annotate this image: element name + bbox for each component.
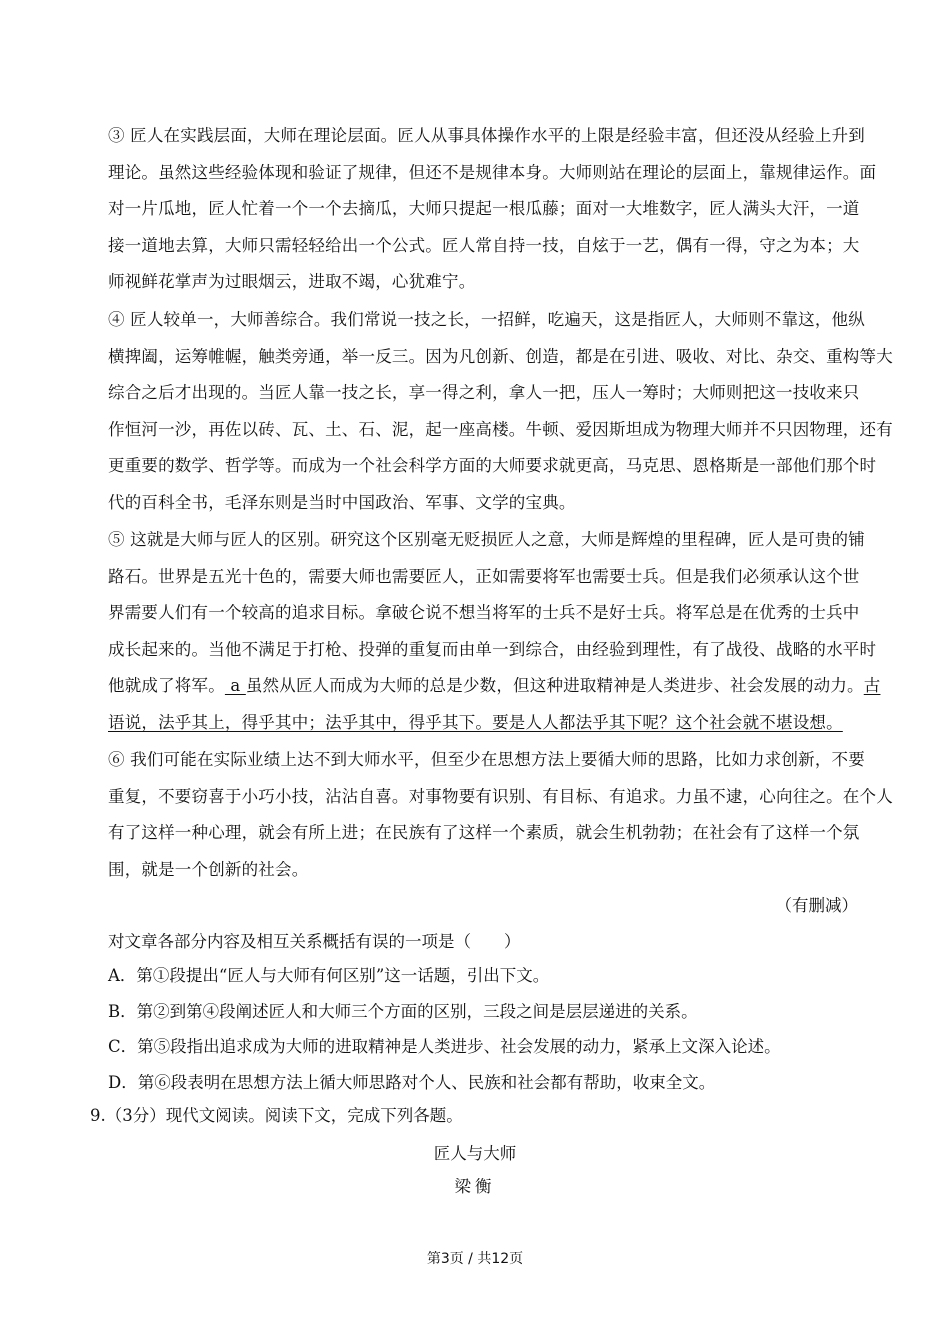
paragraph-3: [108, 118, 877, 301]
text-line: 围，就是一个创新的社会。: [108, 859, 309, 879]
text-line: ⑤ 这就是大师与匠人的区别。研究这个区别毫无贬损匠人之意，大师是辉煌的里程碑，匠人是可贵的铺: [108, 530, 865, 549]
text-segment: 虽然从匠人而成为大师的总是少数，但这种进取精神是人类进步、社会发展的动力。: [245, 676, 864, 696]
text-line: 对一片瓜地，匠人忙着一个一个去摘瓜，大师只提起一根瓜藤；面对一大堆数字，匠人满头大汗，一道: [108, 199, 860, 219]
text-line: 界需要人们有一个较高的追求目标。拿破仑说不想当将军的士兵不是好士兵。将军总是在优秀的士兵中: [108, 603, 860, 623]
paragraph-6: [108, 742, 893, 888]
passage-title: 匠人与大师: [433, 1144, 517, 1163]
text-line: [108, 705, 868, 742]
paragraph-5: [108, 522, 881, 742]
answer-options: [108, 958, 781, 1100]
text-line: 有了这样一种心理，就会有所上进；在民族有了这样一个素质，就会生机勃勃；在社会有了这样一个氛: [108, 823, 860, 843]
question-stem: 对文章各部分内容及相互关系概括有误的一项是（ ）: [108, 932, 521, 951]
text-line: 代的百科全书，毛泽东则是当时中国政治、军事、文学的宝典。: [108, 492, 576, 512]
text-line: [108, 668, 881, 705]
text-line: 接一道地去算，大师只需轻轻给出一个公式。匠人常自持一技，自炫于一艺，偶有一得，守之为本；大: [108, 235, 860, 255]
text-line: ③ 匠人在实践层面，大师在理论层面。匠人从事具体操作水平的上限是经验丰富，但还没从经验上升到: [108, 126, 865, 145]
passage-author: 梁衡: [454, 1177, 496, 1196]
text-line: 师视鲜花掌声为过眼烟云，进取不竭，心犹难宁。: [108, 272, 476, 292]
text-line: 重复，不要窃喜于小巧小技，沾沾自喜。对事物要有识别、有目标、有追求。力虽不逮，心向往之。在个人: [108, 786, 893, 806]
text-line: 综合之后才出现的。当匠人靠一技之长，享一得之利，拿人一把，压人一筹时；大师则把这一技收来只: [108, 383, 860, 403]
text-line: ⑥ 我们可能在实际业绩上达不到大师水平，但至少在思想方法上要循大师的思路，比如力求创新，不要: [108, 750, 865, 769]
page-footer: 第3页 / 共12页: [426, 1251, 524, 1267]
source-note: （有删减）: [775, 896, 858, 915]
text-line: 作恒河一沙，再佐以砖、瓦、土、石、泥，起一座高楼。牛顿、爱因斯坦成为物理大师并不只因物理，还有: [108, 419, 893, 439]
option-b: B．第②到第④段阐述匠人和大师三个方面的区别，三段之间是层层递进的关系。: [108, 1001, 698, 1021]
text-segment: 他就成了将军。: [108, 676, 225, 696]
text-line: ④ 匠人较单一，大师善综合。我们常说一技之长，一招鲜，吃遍天，这是指匠人，大师则不靠这，他纵: [108, 310, 865, 329]
text-line: 横捭阖，运筹帷幄，触类旁通，举一反三。因为凡创新、创造，都是在引进、吸收、对比、杂交、重构等大: [108, 346, 893, 366]
text-line: 更重要的数学、哲学等。而成为一个社会科学方面的大师要求就更高，马克思、恩格斯是一部他们那个时: [108, 456, 877, 476]
text-line: 成长起来的。当他不满足于打枪、投弹的重复而由单一到综合，由经验到理性，有了战役、战略的水平时: [108, 639, 877, 659]
underlined-sentence: 语说，法乎其上，得乎其中；法乎其中，得乎其下。要是人人都法乎其下呢？这个社会就不堪设想。: [108, 712, 843, 732]
question-9-heading: 9.（3分）现代文阅读。阅读下文，完成下列各题。: [90, 1106, 463, 1125]
paragraph-4: [108, 302, 893, 522]
text-line: 路石。世界是五光十色的，需要大师也需要匠人，正如需要将军也需要士兵。但是我们必须承认这个世: [108, 566, 860, 586]
option-d: D．第⑥段表明在思想方法上循大师思路对个人、民族和社会都有帮助，收束全文。: [108, 1072, 716, 1092]
option-a: A．第①段提出“匠人与大师有何区别”这一话题，引出下文。: [108, 966, 550, 985]
option-c: C．第⑤段指出追求成为大师的进取精神是人类进步、社会发展的动力，紧承上文深入论述。: [108, 1037, 781, 1056]
underlined-sentence-start: 古: [863, 676, 881, 696]
text-line: 理论。虽然这些经验体现和验证了规律，但还不是规律本身。大师则站在理论的层面上，靠规律运作。面: [108, 162, 877, 182]
blank-marker-a: a: [224, 676, 246, 696]
